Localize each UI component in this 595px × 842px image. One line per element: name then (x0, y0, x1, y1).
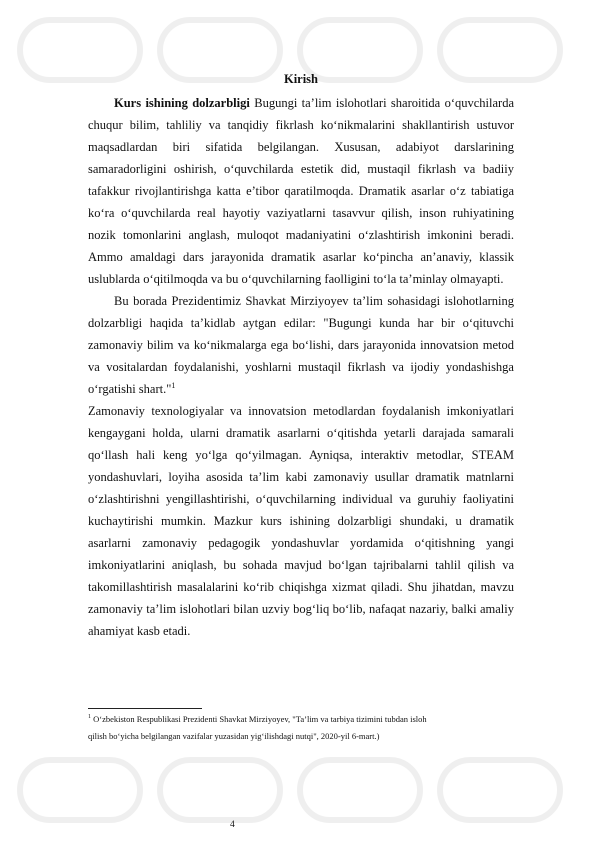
page-number: 4 (230, 820, 235, 830)
paragraph-lead: Kurs ishining dolzarbligi (114, 96, 250, 110)
document-body (88, 70, 514, 642)
footnote-line-1 (88, 711, 528, 728)
footnote (88, 711, 528, 745)
paragraph-text: Bugungi ta’lim islohotlari sharoitida o‘quvchilarda chuqur bilim, tahliliy va tanqidiy fikrlash ko‘nikmalarini shakllantirish ustuvor maqsadlardan biri sifatida belgilangan. Xususan, adabiyot darslarining samaradorligini oshirish, o‘quvchilarda estetik did, mustaqil fikrlash va badiiy tafakkur rivojlantirishga katta e’tibor qaratilmoqda. Dramatik asarlar o‘z tabiatiga ko‘ra o‘quvchilarda real hayotiy vaziyatlarni tasavvur qilish, inson ruhiyatining nozik tomonlarini anglash, muloqot madaniyatini o‘zlashtirish imkonini beradi. Ammo amaldagi dars jarayonida dramatik asarlar ko‘pincha an’anaviy, klassik uslublarda o‘qitilmoqda va bu o‘quvchilarning faolligini to‘la ta’minlay olmayapti. (88, 96, 514, 286)
section-title: Kirish (283, 72, 319, 86)
footnote-number: 1 (88, 714, 91, 721)
footnote-separator (88, 708, 202, 709)
footnote-reference[interactable]: 1 (171, 380, 176, 390)
paragraph-modern-methods (88, 400, 514, 642)
footnote-line-2: qilish bo‘yicha belgilangan vazifalar yuzasidan yig‘ilishdagi nutqi", 2020-yil 6-mart.) (88, 731, 380, 741)
footnote-text: O‘zbekiston Respublikasi Prezidenti Shavkat Mirziyoyev, "Ta’lim va tarbiya tizimini tubdan isloh (91, 714, 427, 724)
paragraph-president-quote (88, 290, 514, 400)
paragraph-text: Bu borada Prezidentimiz Shavkat Mirziyoyev ta’lim sohasidagi islohotlarning dolzarbligi haqida ta’kidlab aytgan edilar: "Bugungi kunda har bir o‘qituvchi zamonaviy bilim va ko‘nikmalarga ega bo‘lishi, dars jarayonida innovatsion metod va vositalardan foydalanishi, yoshlarni mustaqil fikrlash va ijodiy yondashishga o‘rgatishi shart." (88, 294, 514, 396)
paragraph-text: Zamonaviy texnologiyalar va innovatsion metodlardan foydalanish imkoniyatlari kengaygani holda, ularni dramatik asarlarni o‘qitishda yetarli darajada samarali qo‘llash hali keng yo‘lga qo‘yilmagan. Ayniqsa, interaktiv metodlar, STEAM yondashuvlari, loyiha asosida ta’lim kabi zamonaviy usullar dramatik matnlarni o‘zlashtirishni yengillashtirishi, o‘quvchilarning individual va guruhiy faoliyatini kuchaytirishi mumkin. Mazkur kurs ishining dolzarbligi shundaki, u dramatik asarlarni zamonaviy pedagogik yondashuvlar yordamida o‘qitishning yangi imkoniyatlarini aniqlash, bu sohada mavjud bo‘lgan tajribalarni tahlil qilish va takomillashtirish masalalarini ko‘rib chiqishga xizmat qiladi. Shu jihatdan, mavzu zamonaviy ta’lim islohotlari bilan uzviy bog‘liq bo‘lib, nafaqat nazariy, balki amaliy ahamiyat kasb etadi. (88, 404, 514, 638)
paragraph-relevance (88, 92, 514, 290)
